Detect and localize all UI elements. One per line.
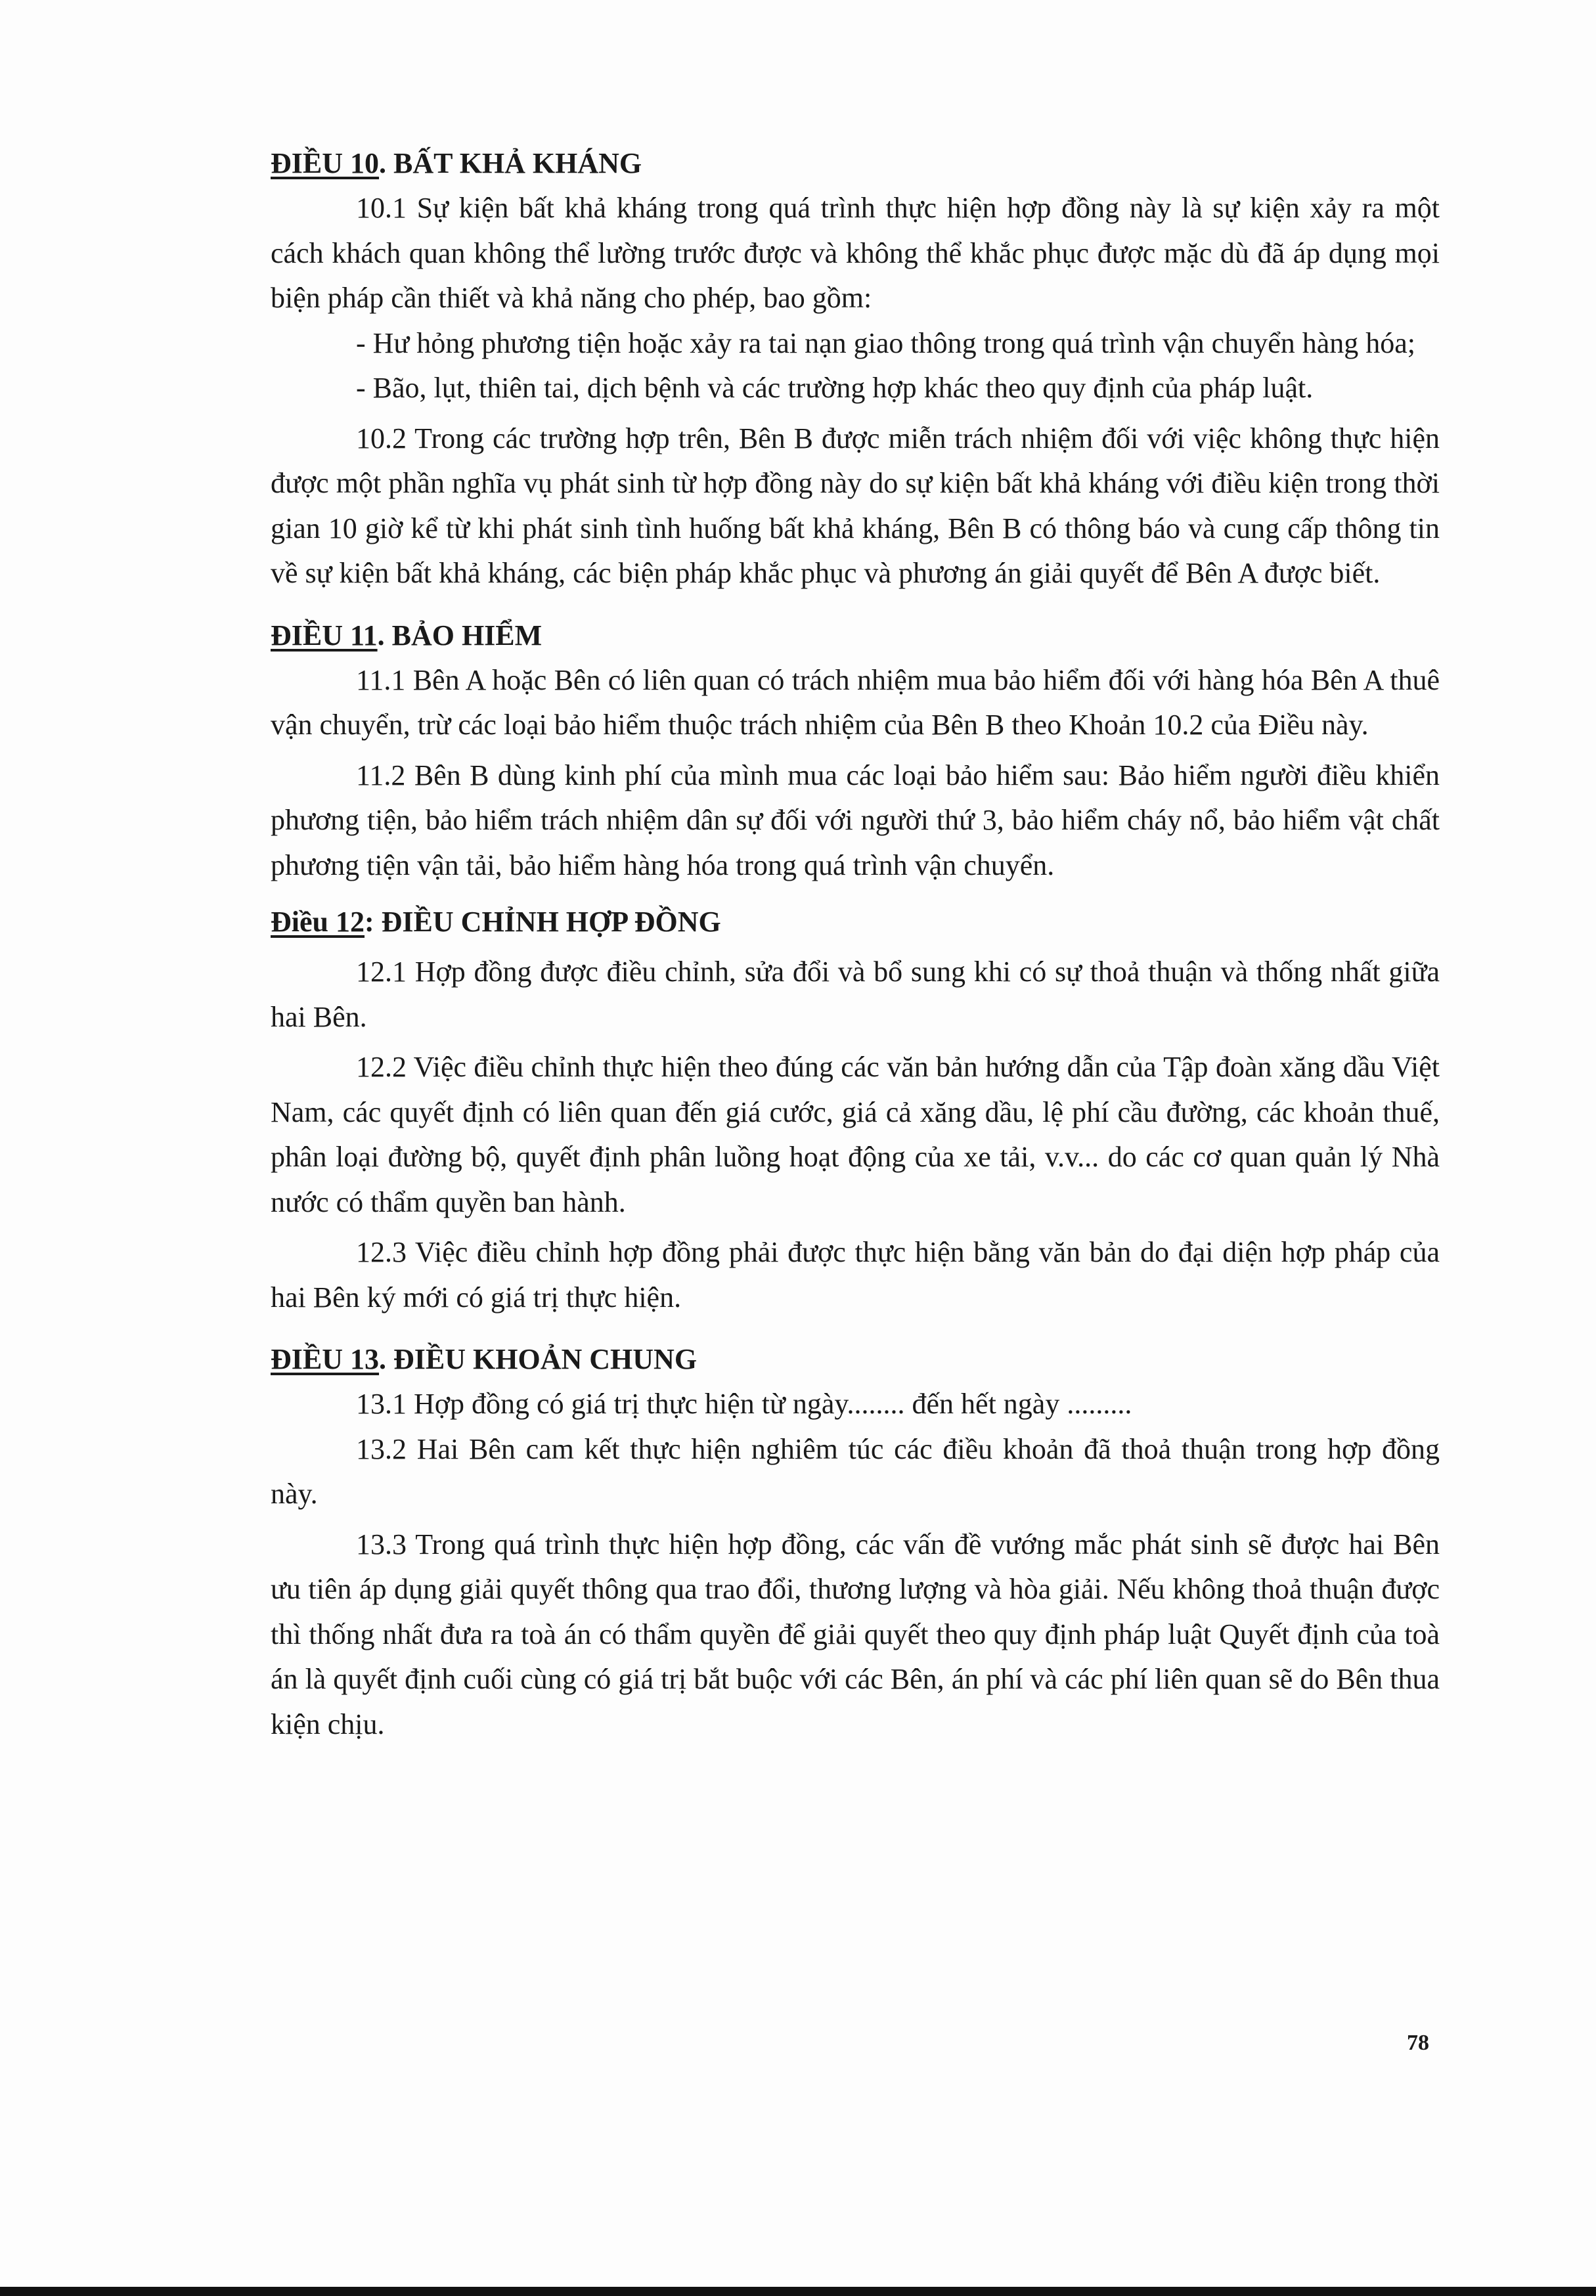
section-dieu-10 [271, 141, 1440, 596]
section-number: ĐIỀU 11 [271, 619, 378, 651]
list-item: - Hư hỏng phương tiện hoặc xảy ra tai nạn giao thông trong quá trình vận chuyển hàng hóa; [356, 326, 1416, 359]
section-title: . BẤT KHẢ KHÁNG [379, 147, 642, 179]
paragraph: 10.1 Sự kiện bất khả kháng trong quá trình thực hiện hợp đồng này là sự kiện xảy ra một cách khách quan không thể lường trước được và không thể khắc phục được mặc dù đã áp dụng mọi biện pháp cần thiết và khả năng cho phép, bao gồm: [271, 192, 1440, 314]
section-title: : ĐIỀU CHỈNH HỢP ĐỒNG [365, 906, 721, 938]
section-heading [271, 1337, 1440, 1382]
paragraph: 12.3 Việc điều chỉnh hợp đồng phải được thực hiện bằng văn bản do đại diện hợp pháp của hai Bên ký mới có giá trị thực hiện. [271, 1236, 1440, 1314]
section-number: Điều 12 [271, 906, 365, 938]
section-number: ĐIỀU 10 [271, 147, 380, 179]
paragraph: 11.2 Bên B dùng kinh phí của mình mua các loại bảo hiểm sau: Bảo hiểm người điều khiển phương tiện, bảo hiểm trách nhiệm dân sự đối với người thứ 3, bảo hiểm cháy nổ, bảo hiểm vật chất phương tiện vận tải, bảo hiểm hàng hóa trong quá trình vận chuyển. [271, 759, 1440, 881]
section-title: . ĐIỀU KHOẢN CHUNG [379, 1343, 698, 1375]
section-heading [271, 613, 1440, 658]
paragraph: 11.1 Bên A hoặc Bên có liên quan có trách nhiệm mua bảo hiểm đối với hàng hóa Bên A thuê vận chuyển, trừ các loại bảo hiểm thuộc trách nhiệm của Bên B theo Khoản 10.2 của Điều này. [271, 663, 1440, 741]
section-dieu-13 [271, 1337, 1440, 1747]
paragraph: 13.2 Hai Bên cam kết thực hiện nghiêm túc các điều khoản đã thoả thuận trong hợp đồng này. [271, 1432, 1440, 1510]
paragraph: 13.1 Hợp đồng có giá trị thực hiện từ ngày........ đến hết ngày ......... [356, 1388, 1132, 1420]
document-body [271, 141, 1440, 1747]
section-title: . BẢO HIỂM [377, 619, 543, 651]
section-dieu-12 [271, 900, 1440, 1320]
paragraph: 10.2 Trong các trường hợp trên, Bên B được miễn trách nhiệm đối với việc không thực hiện được một phần nghĩa vụ phát sinh từ hợp đồng này do sự kiện bất khả kháng với điều kiện trong thời gian 10 giờ kể từ khi phát sinh tình huống bất khả kháng, Bên B có thông báo và cung cấp thông tin về sự kiện bất khả kháng, các biện pháp khắc phục và phương án giải quyết để Bên A được biết. [271, 422, 1440, 589]
scan-edge [0, 2287, 1596, 2296]
section-heading [271, 141, 1440, 186]
list-item: - Bão, lụt, thiên tai, dịch bệnh và các trường hợp khác theo quy định của pháp luật. [356, 372, 1314, 404]
section-number: ĐIỀU 13 [271, 1343, 380, 1375]
page-number: 78 [1407, 2031, 1429, 2055]
paragraph: 13.3 Trong quá trình thực hiện hợp đồng, các vấn đề vướng mắc phát sinh sẽ được hai Bên ưu tiên áp dụng giải quyết thông qua trao đổi, thương lượng và hòa giải. Nếu không thoả thuận được thì thống nhất đưa ra toà án có thẩm quyền để giải quyết theo quy định pháp luật Quyết định của toà án là quyết định cuối cùng có giá trị bắt buộc với các Bên, án phí và các phí liên quan sẽ do Bên thua kiện chịu. [271, 1528, 1440, 1740]
paragraph: 12.1 Hợp đồng được điều chỉnh, sửa đổi và bổ sung khi có sự thoả thuận và thống nhất giữa hai Bên. [271, 956, 1440, 1033]
section-heading [271, 900, 1440, 944]
section-dieu-11 [271, 613, 1440, 889]
paragraph: 12.2 Việc điều chỉnh thực hiện theo đúng các văn bản hướng dẫn của Tập đoàn xăng dầu Việt Nam, các quyết định có liên quan đến giá cước, giá cả xăng dầu, lệ phí cầu đường, các khoản thuế, phân loại đường bộ, quyết định phân luồng hoạt động của xe tải, v.v... do các cơ quan quản lý Nhà nước có thẩm quyền ban hành. [271, 1051, 1440, 1218]
